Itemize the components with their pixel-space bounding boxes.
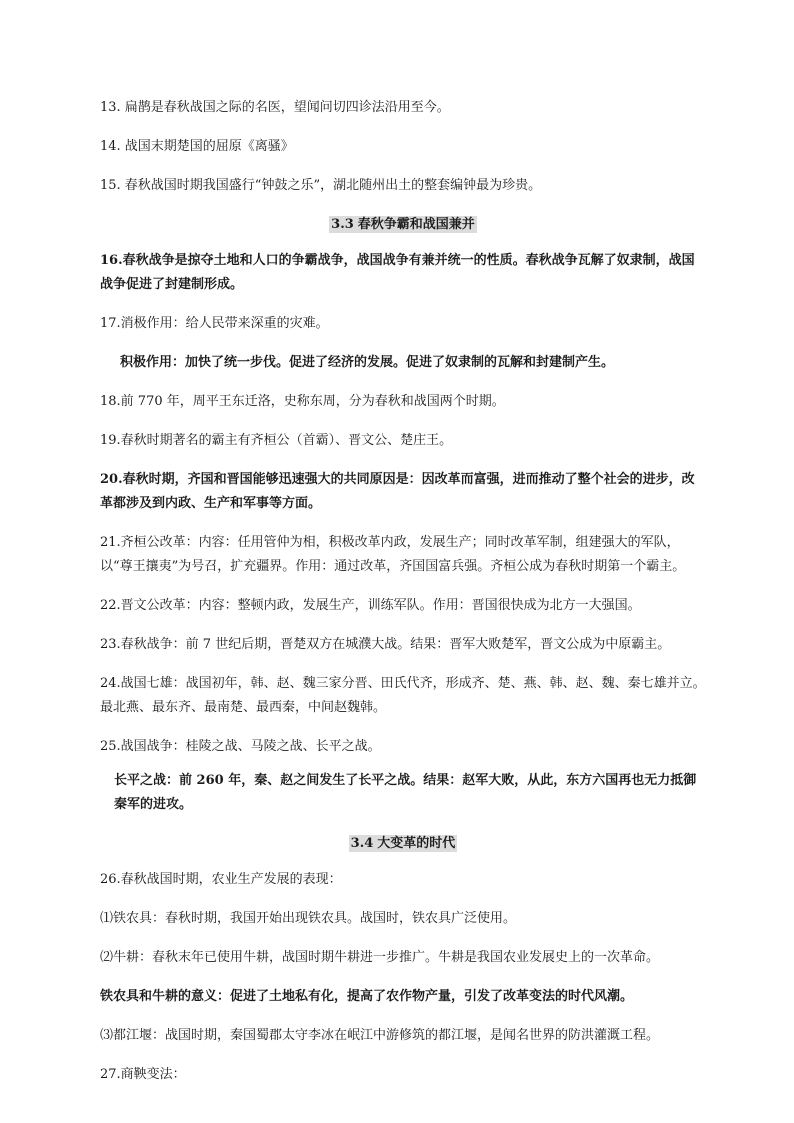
item-23: 23.春秋战争：前 7 世纪后期，晋楚双方在城濮大战。结果：晋军大败楚军，晋文公成为中原霸主。 [100, 637, 671, 652]
item-22: 22.晋文公改革：内容：整顿内政，发展生产，训练军队。作用：晋国很快成为北方一大强国。 [100, 598, 641, 613]
section-number: 3.4 [350, 836, 374, 851]
item-15: 15. 春秋战国时期我国盛行“钟鼓之乐”，湖北随州出土的整套编钟最为珍贵。 [100, 178, 542, 193]
item-19: 19.春秋时期著名的霸主有齐桓公（首霸）、晋文公、楚庄王。 [100, 433, 453, 448]
section-heading-3-4 [100, 832, 706, 856]
item-27: 27.商鞅变法： [100, 1067, 186, 1082]
item-14: 14. 战国末期楚国的屈原《离骚》 [100, 139, 294, 154]
item-18: 18.前 770 年，周平王东迁洛，史称东周，分为春秋和战国两个时期。 [100, 394, 505, 409]
item-17-positive: 积极作用：加快了统一步伐。促进了经济的发展。促进了奴隶制的瓦解和封建制产生。 [120, 355, 615, 370]
item-16: 16.春秋战争是掠夺土地和人口的争霸战争，战国战争有兼并统一的性质。春秋战争瓦解了奴隶制，战国战争促进了封建制形成。 [100, 253, 695, 292]
section-number: 3.3 [331, 217, 354, 232]
item-17: 17.消极作用：给人民带来深重的灾难。 [100, 316, 329, 331]
item-26-ox-plough: ⑵牛耕：春秋末年已使用牛耕，战国时期牛耕进一步推广。牛耕是我国农业发展史上的一次革命。 [100, 950, 660, 965]
item-20: 20.春秋时期，齐国和晋国能够迅速强大的共同原因是：因改革而富强，进而推动了整个社会的进步，改革都涉及到内政、生产和军事等方面。 [100, 472, 695, 511]
item-13: 13. 扁鹊是春秋战国之际的名医，望闻问切四诊法沿用至今。 [100, 100, 450, 115]
item-26: 26.春秋战国时期，农业生产发展的表现： [100, 872, 342, 887]
section-title: 春秋争霸和战国兼并 [357, 217, 475, 232]
item-26-iron-tools: ⑴铁农具：春秋时期，我国开始出现铁农具。战国时，铁农具广泛使用。 [100, 911, 517, 926]
item-26-significance: 铁农具和牛耕的意义：促进了土地私有化，提高了农作物产量，引发了改革变法的时代风潮。 [100, 989, 634, 1004]
item-25-changping: 长平之战：前 260 年，秦、赵之间发生了长平之战。结果：赵军大败，从此，东方六国再也无力抵御秦军的进攻。 [114, 773, 697, 812]
item-21: 21.齐桓公改革：内容：任用管仲为相，积极改革内政，发展生产；同时改革军制，组建强大的军队，以“尊王攘夷”为号召，扩充疆界。作用：通过改革，齐国国富兵强。齐桓公成为春秋时期第一个霸主。 [100, 535, 686, 574]
section-heading-3-3 [100, 213, 706, 237]
item-25: 25.战国战争：桂陵之战、马陵之战、长平之战。 [100, 739, 381, 754]
item-24: 24.战国七雄：战国初年，韩、赵、魏三家分晋、田氏代齐，形成齐、楚、燕、韩、赵、魏、秦七雄并立。最北燕、最东齐、最南楚、最西秦，中间赵魏韩。 [100, 676, 706, 715]
item-26-dujiangyan: ⑶都江堰：战国时期，秦国蜀郡太守李冰在岷江中游修筑的都江堰，是闻名世界的防洪灌溉工程。 [100, 1028, 660, 1043]
section-title: 大变革的时代 [377, 836, 456, 851]
